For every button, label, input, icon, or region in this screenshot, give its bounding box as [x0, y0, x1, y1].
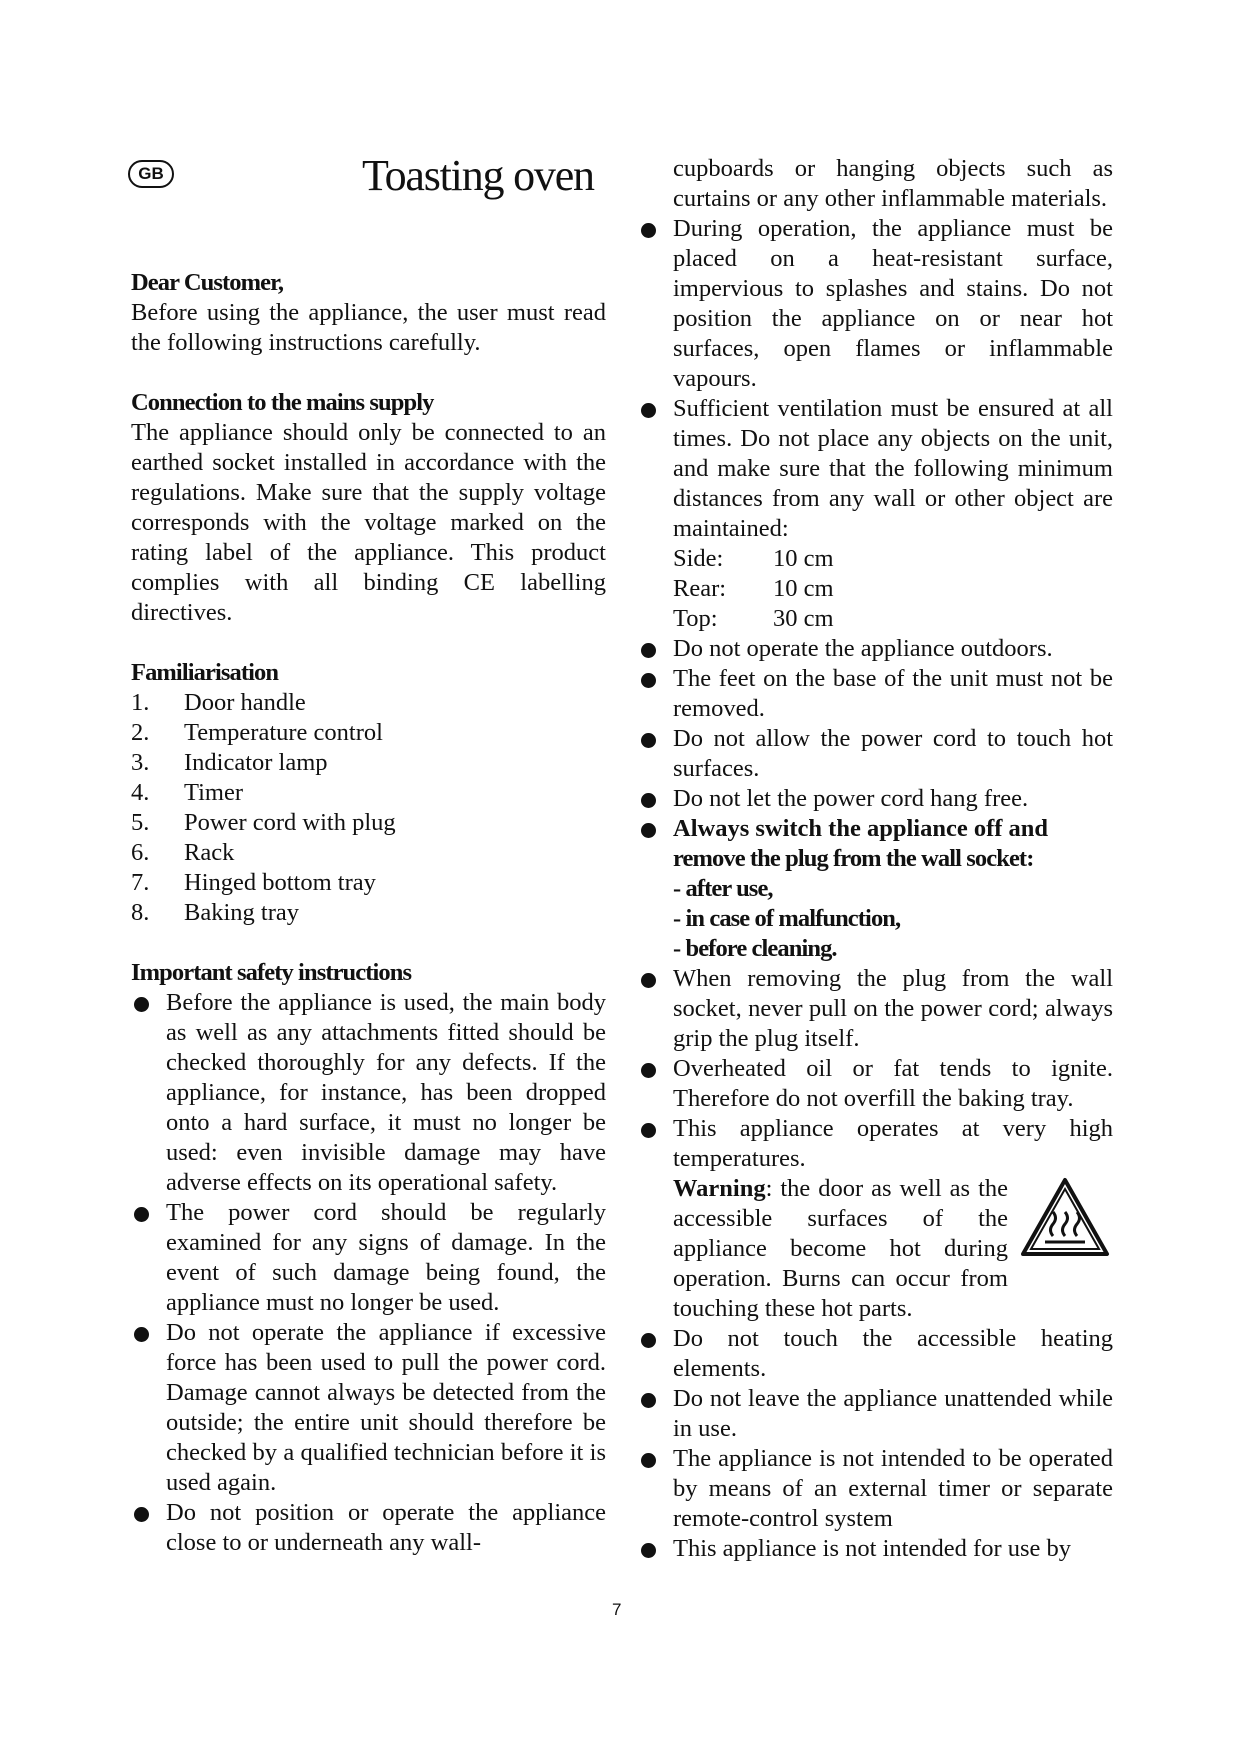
list-item: Before the appliance is used, the main body as well as any attachments fitted should be checked thoroughly for any defects. If the appliance, for instance, has been dropped onto a hard surface, it must no longer be used: even invisible damage may have adverse effects on its operational safety.	[131, 988, 606, 1198]
warning-note	[638, 1174, 1113, 1324]
list-item: Do not touch the accessible heating elements.	[638, 1324, 1113, 1384]
list-item: 5. Power cord with plug	[131, 809, 396, 836]
safety-list	[131, 988, 606, 1558]
list-item: Do not operate the appliance outdoors.	[638, 634, 1113, 664]
warning-text: : the door as well as the accessible surfaces of the appliance become hot during operation. Burns can occur from touching these hot parts.	[673, 1175, 1008, 1322]
list-item: 7. Hinged bottom tray	[131, 869, 376, 896]
list-item: When removing the plug from the wall socket, never pull on the power cord; always grip the plug itself.	[638, 964, 1113, 1054]
list-item: This appliance operates at very high temperatures.	[638, 1114, 1113, 1174]
list-item: Overheated oil or fat tends to ignite. Therefore do not overfill the baking tray.	[638, 1054, 1113, 1114]
list-item: cupboards or hanging objects such as curtains or any other inflammable materials.	[673, 155, 1113, 212]
list-item: The power cord should be regularly examined for any signs of damage. In the event of such damage being found, the appliance must no longer be used.	[131, 1198, 606, 1318]
sub-item: - in case of malfunction,	[673, 905, 901, 932]
greeting: Dear Customer,	[131, 269, 284, 296]
hot-surface-warning-icon	[1019, 1176, 1111, 1258]
list-item: During operation, the appliance must be placed on a heat-resistant surface, impervious to splashes and stains. Do not position the appliance on or near hot surfaces, open flames or inflammable vapours.	[638, 214, 1113, 394]
list-item: 1. Door handle	[131, 689, 306, 716]
switch-off-item: Always switch the appliance off and remove the plug from the wall socket: - after use, - in case of malfunction, - before cleaning.	[638, 814, 1113, 964]
list-item: Do not operate the appliance if excessive force has been used to pull the power cord. Damage cannot always be detected from the outside; the entire unit should therefore be checked by a qualified technician before it is used again.	[131, 1318, 606, 1498]
intro-text: Before using the appliance, the user must read the following instructions carefully.	[131, 299, 606, 356]
list-item: 4. Timer	[131, 779, 244, 806]
connection-heading: Connection to the mains supply	[131, 389, 434, 416]
list-item: 6. Rack	[131, 839, 235, 866]
list-item: 8. Baking tray	[131, 899, 299, 926]
familiarisation-heading: Familiarisation	[131, 659, 279, 686]
language-badge: GB	[128, 160, 174, 188]
list-item: This appliance is not intended for use by	[638, 1534, 1113, 1564]
list-item: The feet on the base of the unit must not be removed.	[638, 664, 1113, 724]
distance-row: Rear: 10 cm	[673, 575, 834, 602]
list-item: Do not allow the power cord to touch hot surfaces.	[638, 724, 1113, 784]
list-item: The appliance is not intended to be operated by means of an external timer or separate remote-control system	[638, 1444, 1113, 1534]
distance-row: Top: 30 cm	[673, 605, 834, 632]
list-item: 3. Indicator lamp	[131, 749, 328, 776]
list-item: 2. Temperature control	[131, 719, 383, 746]
list-item: Do not let the power cord hang free.	[638, 784, 1113, 814]
page-number: 7	[612, 1600, 622, 1619]
warning-label: Warning	[673, 1175, 766, 1202]
distance-table	[638, 544, 1113, 634]
safety-list-continued	[638, 154, 1113, 1564]
list-item: Sufficient ventilation must be ensured at all times. Do not place any objects on the unit, and make sure that the following minimum distances from any wall or other object are maintained:	[638, 394, 1113, 544]
connection-text: The appliance should only be connected to an earthed socket installed in accordance with the regulations. Make sure that the supply voltage corresponds with the voltage marked on the rating label of the appliance. This product complies with all binding CE labelling directives.	[131, 419, 606, 626]
sub-item: - after use,	[673, 875, 773, 902]
sub-item: - before cleaning.	[673, 935, 837, 962]
right-column	[638, 154, 1113, 1564]
left-column	[131, 268, 606, 1558]
distance-row: Side: 10 cm	[673, 545, 834, 572]
page-title: Toasting oven	[362, 151, 594, 200]
list-item: Do not leave the appliance unattended while in use.	[638, 1384, 1113, 1444]
safety-heading: Important safety instructions	[131, 959, 412, 986]
list-item: Do not position or operate the appliance close to or underneath any wall-	[131, 1498, 606, 1558]
parts-list	[131, 688, 606, 928]
